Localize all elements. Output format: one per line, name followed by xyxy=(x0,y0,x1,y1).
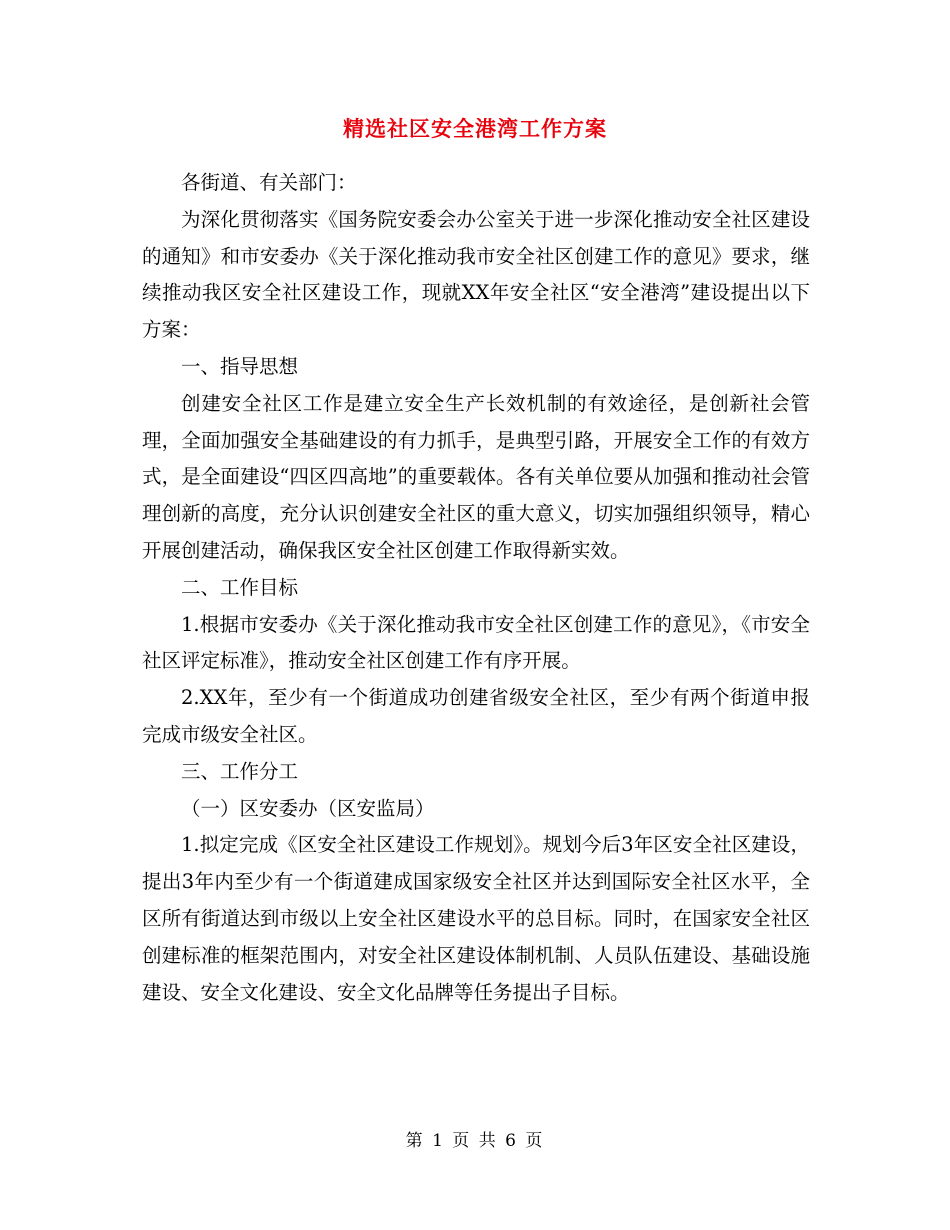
section-heading-work-goals: 二、工作目标 xyxy=(181,575,299,599)
section-heading-division-of-work: 三、工作分工 xyxy=(181,759,299,783)
subsection-heading: （一）区安委办（区安监局） xyxy=(181,796,435,820)
division-item-1: 1.拟定完成《区安全社区建设工作规划》。规划今后3年区安全社区建设，提出3年内至少有一个街道建成国家级安全社区并达到国际安全社区水平，全区所有街道达到市级以上安全社区建设水平的总目标。同时，在国家安全社区创建标准的框架范围内，对安全社区建设体制机制、人员队伍建设、基础设施建设、安全文化建设、安全文化品牌等任务提出子目标。 xyxy=(142,833,810,1004)
document-body xyxy=(142,165,810,1011)
section-heading-guiding-ideology: 一、指导思想 xyxy=(181,354,299,378)
document-title: 精选社区安全港湾工作方案 xyxy=(343,116,607,141)
salutation: 各街道、有关部门： xyxy=(181,171,357,194)
guiding-ideology-paragraph: 创建安全社区工作是建立安全生产长效机制的有效途径，是创新社会管理，全面加强安全基础建设的有力抓手，是典型引路，开展安全工作的有效方式，是全面建设“四区四高地”的重要载体。各有关单位要从加强和推动社会管理创新的高度，充分认识创建安全社区的重大意义，切实加强组织领导，精心开展创建活动，确保我区安全社区创建工作取得新实效。 xyxy=(142,391,810,562)
goal-item-1: 1.根据市安委办《关于深化推动我市安全社区创建工作的意见》，《市安全社区评定标准》，推动安全社区创建工作有序开展。 xyxy=(142,612,810,673)
page-footer: 第 1 页 共 6 页 xyxy=(405,1131,545,1151)
goal-item-2: 2.XX年，至少有一个街道成功创建省级安全社区，至少有两个街道申报完成市级安全社区。 xyxy=(142,686,810,746)
intro-paragraph: 为深化贯彻落实《国务院安委会办公室关于进一步深化推动安全社区建设的通知》和市安委办《关于深化推动我市安全社区创建工作的意见》要求，继续推动我区安全社区建设工作，现就XX年安全社区“安全港湾”建设提出以下方案： xyxy=(142,207,810,342)
